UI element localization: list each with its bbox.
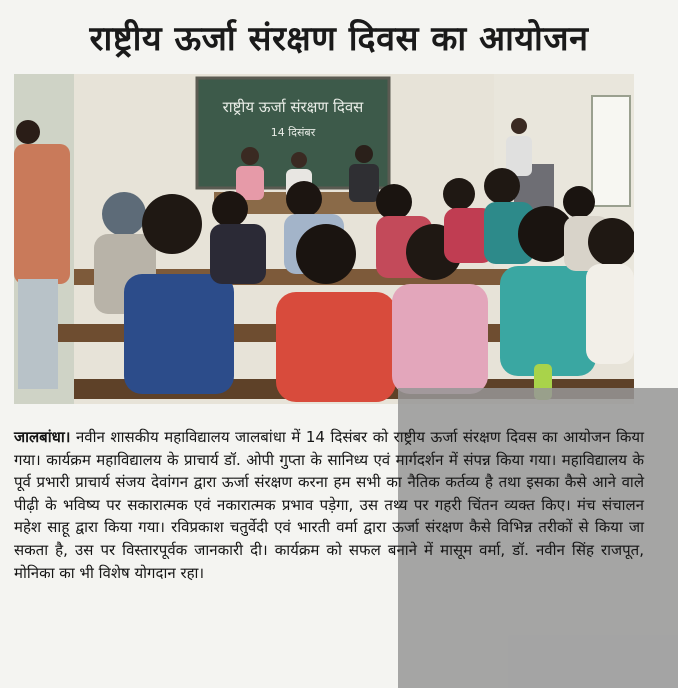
event-photo: [14, 74, 634, 404]
dateline-place: जालबांधा।: [14, 428, 71, 446]
classroom-illustration: [14, 74, 634, 404]
svg-text:14 दिसंबर: 14 दिसंबर: [270, 126, 316, 139]
article-text: नवीन शासकीय महाविद्यालय जालबांधा में 14 दिसंबर को राष्ट्रीय ऊर्जा संरक्षण दिवस का आयोजन किया गया। कार्यक्रम महाविद्यालय के प्राचार्य डॉ. ओपी गुप्ता के सानिध्य एवं मार्गदर्शन में संपन्न किया गया। महाविद्यालय के पूर्व प्रभारी प्राचार्य संजय देवांगन द्वारा ऊर्जा संरक्षण करना हम सभी का नैतिक कर्तव्य है तथा इसका कैसे आने वाले पीढ़ी के भविष्य पर सकारात्मक एवं नकारात्मक प्रभाव पड़ेगा, उस तथ्य पर गहरी चिंतन व्यक्त किए। मंच संचालन महेश साहू द्वारा किया गया। रविप्रकाश चतुर्वेदी एवं भारती वर्मा द्वारा ऊर्जा संरक्षण कैसे विभिन्न तरीकों से किया जा सकता है, उस पर विस्तारपूर्वक जानकारी दी। कार्यक्रम को सफल बनाने में मासूम वर्मा, डॉ. नवीन सिंह राजपूत, मोनिका का भी विशेष योगदान रहा।: [14, 428, 644, 582]
headline: राष्ट्रीय ऊर्जा संरक्षण दिवस का आयोजन: [89, 19, 589, 59]
svg-text:राष्ट्रीय ऊर्जा संरक्षण दिवस: राष्ट्रीय ऊर्जा संरक्षण दिवस: [222, 98, 364, 116]
article-body: [14, 426, 644, 584]
